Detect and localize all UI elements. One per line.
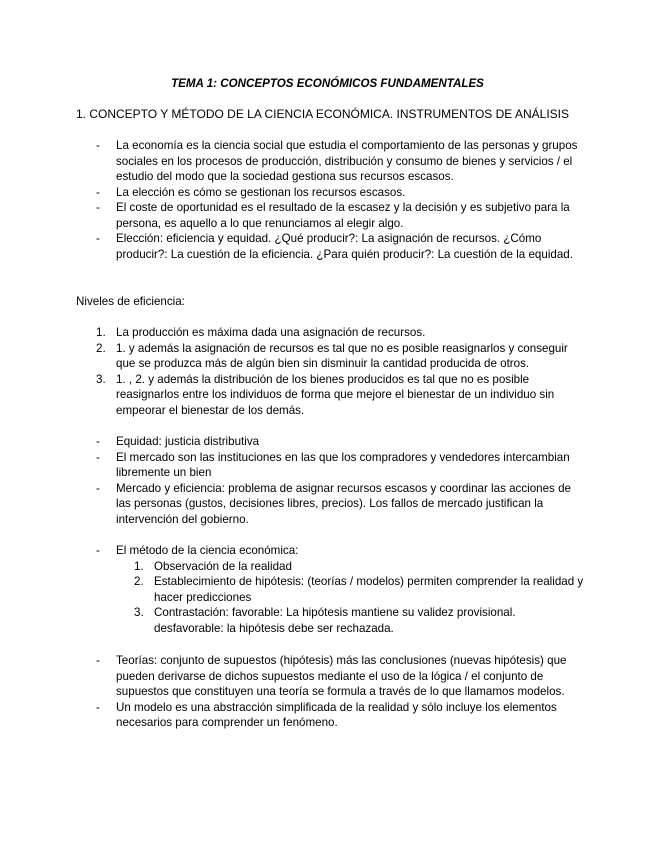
list-item xyxy=(76,543,586,559)
list-item-text: Teorías: conjunto de supuestos (hipótesis) más las conclusiones (nuevas hipótesis) que pueden derivarse de dichos supuestos mediante el uso de la lógica / el conjunto de supuestos que constituyen una teoría se formula a través de lo que llamamos modelos. xyxy=(116,654,567,698)
list-item-text: El coste de oportunidad es el resultado de la escasez y la decisión y es subjetivo para la persona, es aquello a lo que renunciamos al elegir algo. xyxy=(116,201,570,230)
list-item xyxy=(76,200,586,231)
list-item-text: 1. y además la asignación de recursos es tal que no es posible reasignarlos y conseguir que se produzca más de algún bien sin disminuir la cantidad producida de otros. xyxy=(116,341,568,370)
efficiency-label: Niveles de eficiencia: xyxy=(76,295,185,308)
list-item-text: Elección: eficiencia y equidad. ¿Qué producir?: La asignación de recursos. ¿Cómo producir?: La cuestión de la eficiencia. ¿Para quién producir?: La cuestión de la equidad. xyxy=(116,232,573,261)
list-item xyxy=(76,450,586,481)
list-item xyxy=(76,434,586,450)
list-item-text: La elección es cómo se gestionan los recursos escasos. xyxy=(116,185,406,199)
bullet-marker: - xyxy=(96,481,100,495)
list-item-text: Mercado y eficiencia: problema de asignar recursos escasos y coordinar las acciones de las personas (gustos, decisiones libres, precios). Los fallos de mercado justifican la intervención del gobierno. xyxy=(116,481,571,526)
list-item xyxy=(76,341,586,372)
list-number: 1. xyxy=(134,559,144,573)
list-item xyxy=(76,138,586,185)
bullet-marker: - xyxy=(96,232,100,245)
bullet-marker: - xyxy=(96,450,100,464)
method-step-text: Observación de la realidad xyxy=(154,559,292,573)
method-step-text: Establecimiento de hipótesis: (teorías / modelos) permiten comprender la realidad y hacer predicciones xyxy=(154,575,584,604)
method-section xyxy=(76,543,586,636)
list-number: 3. xyxy=(134,606,144,619)
list-item xyxy=(76,653,586,700)
method-step xyxy=(76,574,586,605)
method-step xyxy=(76,559,586,575)
bullet-marker: - xyxy=(96,435,100,448)
bullet-marker: - xyxy=(96,201,100,214)
theory-bullet-list xyxy=(76,653,586,731)
list-item-text: Equidad: justicia distributiva xyxy=(116,435,260,448)
list-number: 1. xyxy=(96,326,106,339)
section-heading: 1. CONCEPTO Y MÉTODO DE LA CIENCIA ECONÓMICA. INSTRUMENTOS DE ANÁLISIS xyxy=(76,107,570,121)
bullet-marker: - xyxy=(96,544,100,557)
list-item-text: La producción es máxima dada una asignación de recursos. xyxy=(116,326,426,339)
list-item xyxy=(76,185,586,201)
method-step-text: Contrastación: favorable: La hipótesis mantiene su validez provisional. desfavorable: la hipótesis debe ser rechazada. xyxy=(154,606,516,635)
bullet-marker: - xyxy=(96,654,100,667)
list-item xyxy=(76,325,586,341)
list-item xyxy=(76,372,586,419)
bullet-marker: - xyxy=(96,700,100,714)
list-item xyxy=(76,231,586,278)
list-item-text: 1. , 2. y además la distribución de los bienes producidos es tal que no es posible reasignarlos entre los individuos de forma que mejore el bienestar de un individuo sin empeorar el bienestar de los demás. xyxy=(116,372,555,417)
list-number: 3. xyxy=(96,372,106,386)
method-label: El método de la ciencia económica: xyxy=(116,544,299,557)
list-number: 2. xyxy=(134,575,144,588)
bullet-marker: - xyxy=(96,185,100,199)
list-item xyxy=(76,481,586,528)
efficiency-level-list xyxy=(76,325,586,418)
intro-bullet-list xyxy=(76,138,586,278)
list-item-text: La economía es la ciencia social que estudia el comportamiento de las personas y grupos sociales en los procesos de producción, distribución y consumo de bienes y servicios / el estudio del modo que la sociedad gestiona sus recursos escasos. xyxy=(116,139,578,183)
equity-bullet-list xyxy=(76,434,586,527)
bullet-marker: - xyxy=(96,139,100,152)
list-item xyxy=(76,700,586,731)
list-item-text: El mercado son las instituciones en las que los compradores y vendedores intercambian libremente un bien xyxy=(116,450,570,479)
list-item-text: Un modelo es una abstracción simplificada de la realidad y sólo incluye los elementos necesarios para comprender un fenómeno. xyxy=(116,700,557,729)
method-step xyxy=(76,605,586,636)
list-number: 2. xyxy=(96,341,106,355)
page-title: TEMA 1: CONCEPTOS ECONÓMICOS FUNDAMENTALES xyxy=(171,77,484,90)
